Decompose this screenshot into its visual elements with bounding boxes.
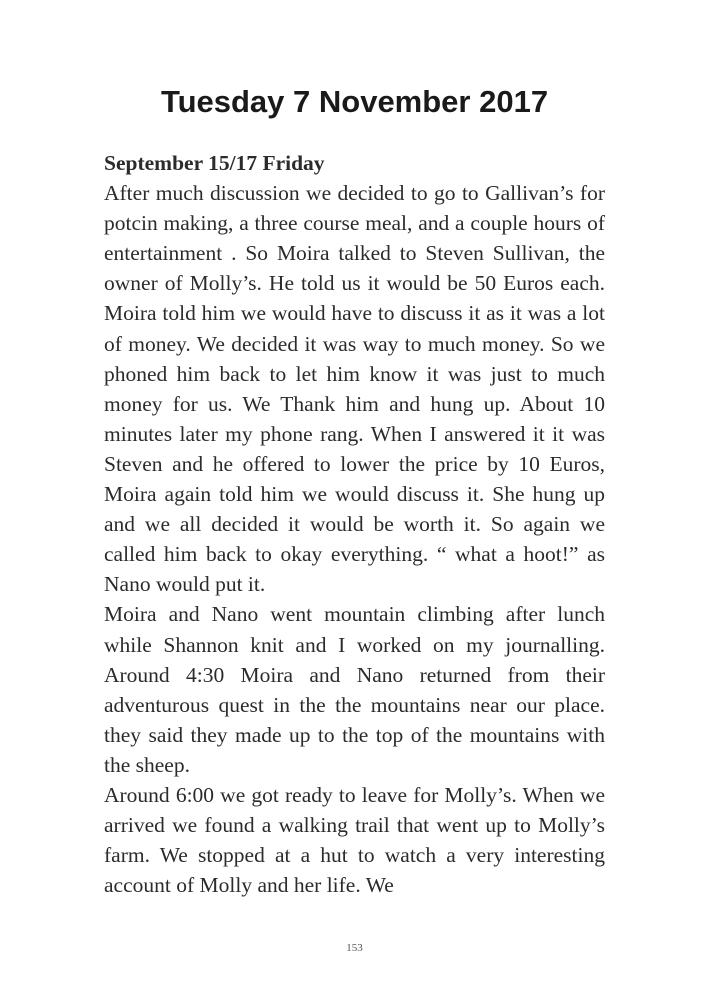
entry-heading: September 15/17 Friday bbox=[104, 151, 325, 175]
journal-entry bbox=[104, 148, 605, 900]
entry-paragraph: Around 6:00 we got ready to leave for Molly’s. When we arrived we found a walking trail that went up to Molly’s farm. We stopped at a hut to watch a very interesting account of Molly and her life. We bbox=[104, 782, 605, 898]
entry-paragraph: After much discussion we decided to go to Gallivan’s for potcin making, a three course meal, and a couple hours of entertainment . So Moira talked to Steven Sullivan, the owner of Molly’s. He told us it would be 50 Euros each. Moira told him we would have to discuss it as it was a lot of money. We decided it was way to much money. So we phoned him back to let him know it was just to much money for us. We Thank him and hung up. About 10 minutes later my phone rang. When I answered it it was Steven and he offered to lower the price by 10 Euros, Moira again told him we would discuss it. She hung up and we all decided it would be worth it. So again we called him back to okay everything. “ what a hoot!” as Nano would put it. bbox=[104, 181, 605, 597]
page-number: 153 bbox=[346, 942, 363, 954]
page-title: Tuesday 7 November 2017 bbox=[160, 84, 549, 119]
entry-paragraph: Moira and Nano went mountain climbing after lunch while Shannon knit and I worked on my journalling. Around 4:30 Moira and Nano returned from their adventurous quest in the the mountains near our place. they said they made up to the top of the mountains with the sheep. bbox=[104, 602, 605, 777]
